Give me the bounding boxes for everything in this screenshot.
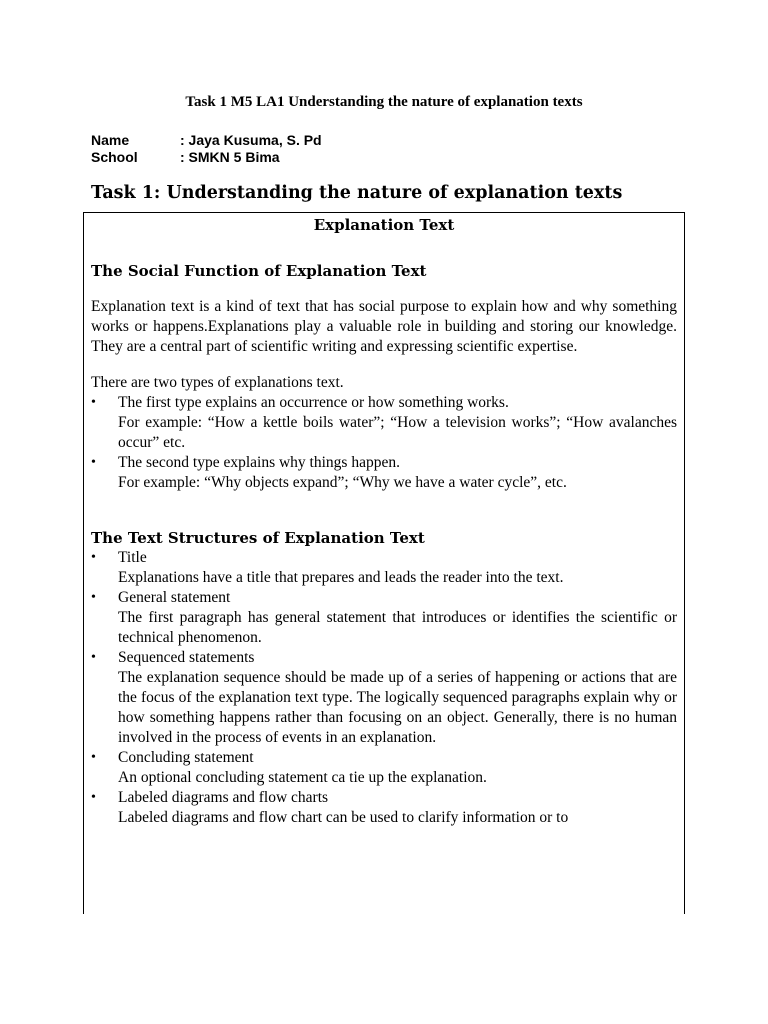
structure-title: Sequenced statements <box>118 649 255 666</box>
structure-desc: An optional concluding statement ca tie up the explanation. <box>118 769 487 786</box>
bullet-icon: • <box>91 550 96 565</box>
structure-title: Concluding statement <box>118 749 254 766</box>
social-function-paragraph: Explanation text is a kind of text that has social purpose to explain how and why something works or happens.Explanations play a valuable role in building and storing our knowledge. They are a central part of scientific writing and expressing scientific expertise. <box>91 298 677 355</box>
structure-desc: Explanations have a title that prepares and leads the reader into the text. <box>118 569 564 586</box>
list-item <box>91 393 677 453</box>
school-label: School <box>91 149 138 165</box>
bullet-icon: • <box>91 750 96 765</box>
list-item <box>91 748 677 788</box>
name-value: : Jaya Kusuma, S. Pd <box>180 132 322 148</box>
list-item <box>91 548 677 588</box>
box-title: Explanation Text <box>313 216 455 234</box>
types-list <box>91 393 677 493</box>
box-content <box>91 213 677 828</box>
list-item <box>91 648 677 748</box>
name-line <box>91 132 322 149</box>
type-example: For example: “Why objects expand”; “Why we have a water cycle”, etc. <box>118 474 567 491</box>
document-title: Task 1 M5 LA1 Understanding the nature of explanation texts <box>185 94 583 110</box>
structures-heading: The Text Structures of Explanation Text <box>91 529 425 547</box>
structure-desc: The first paragraph has general statement that introduces or identifies the scientific or technical phenomenon. <box>118 609 677 646</box>
structure-desc: Labeled diagrams and flow chart can be used to clarify information or to <box>118 809 569 826</box>
bullet-icon: • <box>91 395 96 410</box>
type-text: The first type explains an occurrence or how something works. <box>118 394 509 411</box>
task-heading: Task 1: Understanding the nature of explanation texts <box>91 183 623 203</box>
structures-list <box>91 548 677 828</box>
school-value: : SMKN 5 Bima <box>180 149 280 165</box>
social-function-heading: The Social Function of Explanation Text <box>91 262 427 280</box>
explanation-text-box <box>83 212 685 914</box>
structure-desc: The explanation sequence should be made up of a series of happening or actions that are the focus of the explanation text type. The logically sequenced paragraphs explain why or how something happens rather than focusing on an object. Generally, there is no human involved in the process of events in an explanation. <box>118 669 677 746</box>
structure-title: Labeled diagrams and flow charts <box>118 789 329 806</box>
name-label: Name <box>91 132 130 148</box>
list-item <box>91 453 677 493</box>
types-intro: There are two types of explanations text. <box>91 374 344 391</box>
bullet-icon: • <box>91 650 96 665</box>
type-example: For example: “How a kettle boils water”; “How a television works”; “How avalanches occur” etc. <box>118 414 677 451</box>
type-text: The second type explains why things happen. <box>118 454 400 471</box>
structure-title: General statement <box>118 589 231 606</box>
school-line <box>91 149 280 166</box>
bullet-icon: • <box>91 455 96 470</box>
bullet-icon: • <box>91 790 96 805</box>
structure-title: Title <box>118 549 147 566</box>
list-item <box>91 588 677 648</box>
bullet-icon: • <box>91 590 96 605</box>
list-item <box>91 788 677 828</box>
